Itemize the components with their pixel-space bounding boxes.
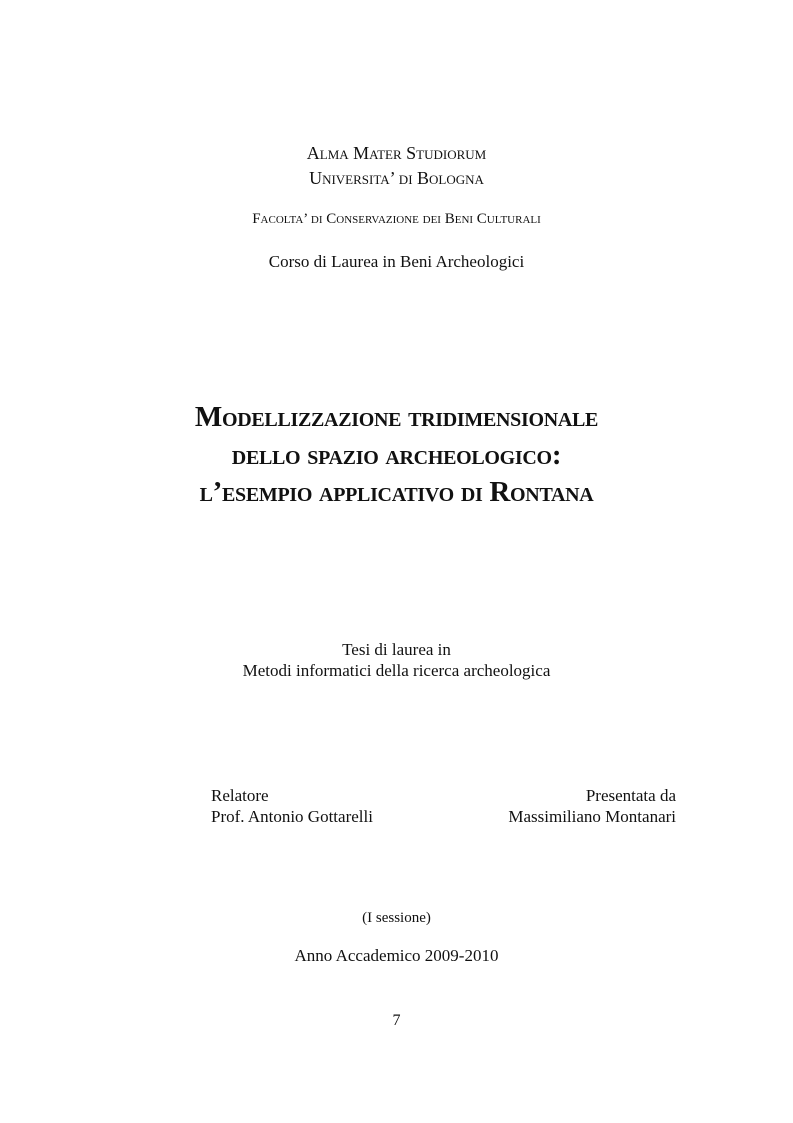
candidate-name: Massimiliano Montanari: [508, 807, 676, 826]
thesis-subject: Metodi informatici della ricerca archeologica: [242, 661, 551, 680]
thesis-title-line2: dello spazio archeologico:: [231, 439, 562, 471]
candidate-role: Presentata da: [585, 786, 676, 805]
university-name-line2: Universita’ di Bologna: [309, 168, 484, 188]
thesis-title-line3: l’esempio applicativo di Rontana: [199, 476, 594, 508]
university-name-line1: Alma Mater Studiorum: [306, 143, 487, 163]
thesis-title-line1: Modellizzazione tridimensionale: [194, 401, 599, 433]
faculty-name: Facolta’ di Conservazione dei Beni Culturali: [252, 211, 541, 227]
page-number: 7: [392, 1012, 401, 1029]
academic-year: Anno Accademico 2009-2010: [294, 946, 499, 965]
supervisor-role: Relatore: [211, 786, 269, 805]
course-name: Corso di Laurea in Beni Archeologici: [268, 252, 525, 271]
supervisor-name: Prof. Antonio Gottarelli: [211, 807, 373, 826]
session-label: (I sessione): [362, 910, 431, 926]
thesis-type: Tesi di laurea in: [342, 640, 451, 659]
